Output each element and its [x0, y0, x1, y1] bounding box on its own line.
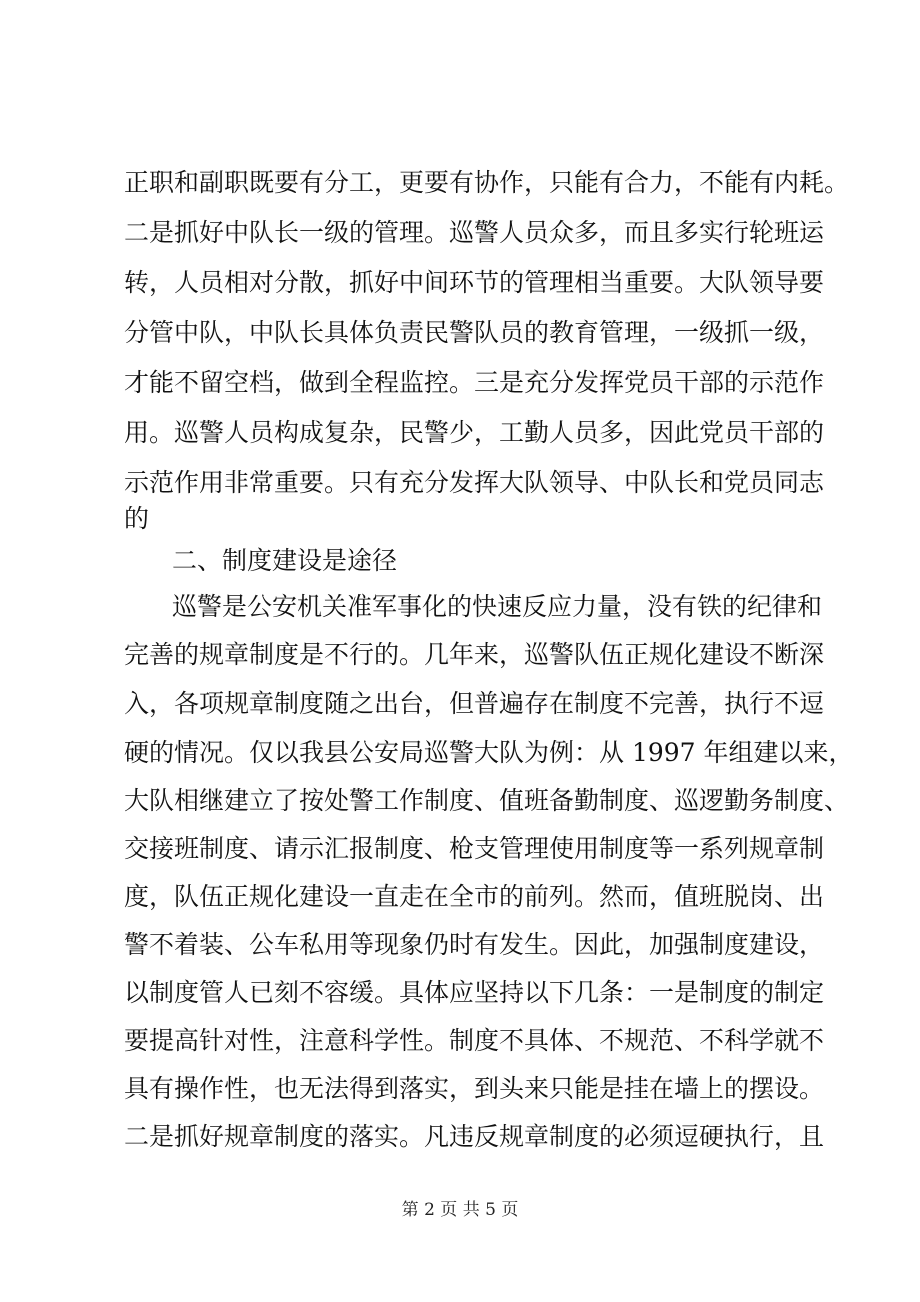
text-line: 示范作用非常重要。只有充分发挥大队领导、中队长和党员同志	[124, 468, 825, 497]
text-line: 用。巡警人员构成复杂，民警少，工勤人员多，因此党员干部的	[124, 418, 825, 447]
text-line: 警不着装、公车私用等现象仍时有发生。因此，加强制度建设，	[124, 930, 825, 959]
text-line: 完善的规章制度是不行的。几年来，巡警队伍正规化建设不断深	[124, 640, 825, 669]
text-line: 交接班制度、请示汇报制度、枪支管理使用制度等一系列规章制	[124, 834, 825, 863]
text-line: 转，人员相对分散，抓好中间环节的管理相当重要。大队领导要	[124, 268, 825, 297]
text-line: 才能不留空档，做到全程监控。三是充分发挥党员干部的示范作	[124, 368, 825, 397]
text-line: 分管中队，中队长具体负责民警队员的教育管理，一级抓一级，	[124, 318, 825, 347]
text-line: 具有操作性，也无法得到落实，到头来只能是挂在墙上的摆设。	[124, 1074, 825, 1103]
text-line: 二是抓好规章制度的落实。凡违反规章制度的必须逗硬执行，且	[124, 1122, 825, 1151]
section-heading: 二、制度建设是途径	[172, 546, 398, 575]
text-line: 大队相继建立了按处警工作制度、值班备勤制度、巡逻勤务制度、	[124, 786, 850, 815]
text-line: 正职和副职既要有分工，更要有协作，只能有合力，不能有内耗。	[124, 168, 850, 197]
text-line: 要提高针对性，注意科学性。制度不具体、不规范、不科学就不	[124, 1026, 825, 1055]
page-footer: 第 2 页 共 5 页	[401, 1200, 519, 1220]
text-line: 度，队伍正规化建设一直走在全市的前列。然而，值班脱岗、出	[124, 882, 825, 911]
text-line: 以制度管人已刻不容缓。具体应坚持以下几条：一是制度的制定	[124, 978, 825, 1007]
paragraph-first-line: 巡警是公安机关准军事化的快速反应力量，没有铁的纪律和	[172, 592, 823, 621]
text-line: 二是抓好中队长一级的管理。巡警人员众多，而且多实行轮班运	[124, 218, 825, 247]
text-line: 入，各项规章制度随之出台，但普遍存在制度不完善，执行不逗	[124, 689, 825, 718]
text-line: 的	[124, 504, 150, 533]
text-line: 硬的情况。仅以我县公安局巡警大队为例：从 1997 年组建以来，	[124, 738, 854, 767]
